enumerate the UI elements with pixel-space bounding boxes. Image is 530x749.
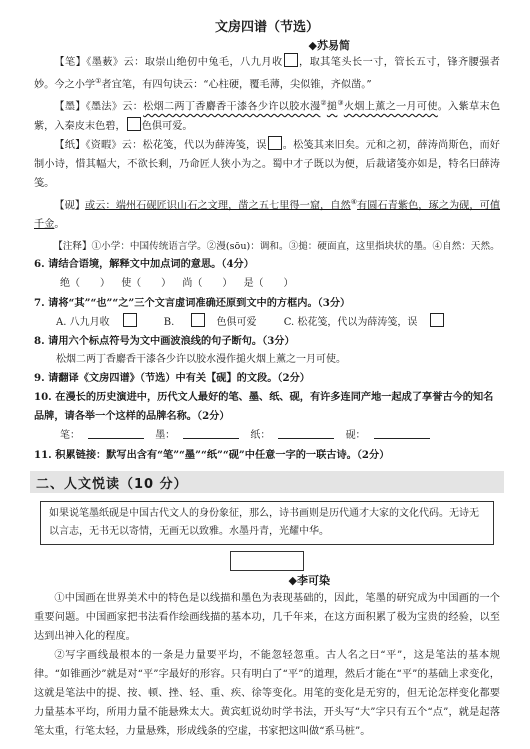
para-text: ，取其笔头长一寸，管长五寸，锋齐腰强者妙。今之小学: [34, 57, 500, 91]
wavy-sentence: 火烟上薰之一月可: [343, 101, 428, 113]
question-11: 11. 积累链接：默写出含有“笔”“墨”“纸”“砚”中任意一字的一联古诗。（2分）: [34, 449, 390, 462]
paragraph-brush: 【笔】《墨薮》云：取崇山绝仞中兔毛，八九月收 ，取其笔头长一寸，管长五寸，锋齐腰强者妙。今之小学①者宜笔，有四句诀云：“心柱硬，覆毛薄，尖似锥，齐似凿。”: [34, 53, 500, 94]
essay-paragraph-1: ①中国画在世界美术中的特色是以线描和墨色为表现基础的，因此，笔墨的研究成为中国画的一个重要问题。中国画家把书法看作绘画线描的基本功，几千年来，在这方面积累了极为宝贵的经验，以至达到出神入化的程度。: [34, 593, 500, 643]
para-text: 者宜笔，有四句诀云：“心柱硬，覆毛薄，尖似锥，齐似凿。”: [101, 79, 372, 91]
paragraph-paper: [34, 136, 500, 193]
question-6-items: [34, 274, 500, 294]
para-text: 【笔】《墨薮》云：取崇山绝仞中兔毛，八九月收: [54, 57, 283, 68]
question-7-options: [34, 313, 500, 332]
brush-answer-blank[interactable]: [88, 428, 144, 439]
wavy-sentence: 搥: [326, 101, 338, 113]
section-author: ◆李可染: [288, 574, 330, 588]
wavy-sentence: 使: [427, 101, 438, 113]
q7-option-a: A. 八九月收: [56, 317, 149, 328]
answer-box[interactable]: [123, 313, 137, 327]
question-7: 7. 请将“其”“也”“之”三个文言虚词准确还原到文中的方框内。（3分）: [34, 297, 351, 310]
answer-box[interactable]: [284, 53, 298, 67]
question-8-sentence: 松烟二两丁香麝香干漆各少许以胶水漫作搥火烟上薰之一月可使。: [56, 354, 346, 366]
paper-answer-blank[interactable]: [278, 428, 334, 439]
answer-box[interactable]: [430, 313, 444, 327]
answer-box[interactable]: [127, 117, 141, 131]
annotation-note: 【注释】①小学：中国传统语言学。②漫(sōu)：调和。③搥：硬面直，这里指块状的墨。④自然：天然。: [53, 241, 500, 253]
underlined-text: 有圆石青紫色，琢之为砚，可值千金: [34, 200, 501, 231]
q7-option-c: C. 松花笺，代以为薛涛笺，误: [284, 317, 457, 328]
question-6: 6. 请结合语境，解释文中加点词的意思。（4分）: [34, 258, 254, 271]
q6-item[interactable]: 尚（ ）: [182, 278, 233, 290]
wavy-sentence: 松烟二两丁香麝香干漆各少许以胶水漫: [143, 101, 321, 113]
para-text: 。入紫草末色紫，入秦皮末色碧，: [34, 101, 501, 132]
inkstone-answer-blank[interactable]: [374, 428, 430, 439]
question-10-blanks: [34, 426, 500, 446]
article-author: ◆苏易简: [308, 39, 350, 52]
para-text: 。: [54, 219, 65, 231]
answer-box[interactable]: [191, 313, 205, 327]
inkstone-label: 砚：: [345, 430, 366, 442]
question-8: 8. 请用六个标点符号为文中画波浪线的句子断句。（3分）: [34, 335, 295, 348]
answer-box[interactable]: [268, 136, 282, 150]
q7-option-b: B. 色俱可爱: [164, 317, 269, 328]
para-text: 色俱可爱。: [141, 120, 193, 132]
question-10: 10. 在漫长的历史演进中，历代文人最好的笔、墨、纸、砚，有许多连同产地一起成了享誉古今的知名品牌，请各举一个这样的品牌名称。（2分）: [34, 391, 494, 423]
question-9: 9. 请翻译《文房四谱》（节选）中有关【砚】的文段。（2分）: [34, 372, 310, 385]
paragraph-inkstone: 【砚】或云：端州石砚匠识山石之文理，凿之五七里得一窟，自然④有圆石青紫色，琢之为砚，可值千金。: [34, 197, 501, 231]
q6-item[interactable]: 是（ ）: [243, 278, 294, 290]
title-answer-box[interactable]: [230, 551, 304, 571]
para-text: 【纸】《资暇》云：松花笺，代以为薛涛笺，误: [54, 139, 267, 151]
paper-label: 纸：: [250, 430, 271, 442]
ink-label: 墨：: [155, 430, 176, 442]
underlined-text: 或云：端州石砚匠识山石之文理，凿之五七里得一窟，自然: [85, 200, 351, 212]
section-title: 二、人文悦读（10 分）: [36, 476, 188, 492]
ink-answer-blank[interactable]: [183, 428, 239, 439]
paragraph-ink: 【墨】《墨法》云：松烟二两丁香麝香干漆各少许以胶水漫②搥③火烟上薰之一月可使。入紫草末色紫，入秦皮末色碧， 色俱可爱。: [34, 99, 501, 132]
brush-label: 笔：: [60, 430, 80, 442]
q6-item[interactable]: 使（ ）: [121, 278, 172, 290]
intro-quote-box: 如果说笔墨纸砚是中国古代文人的身份象征，那么，诗书画则是历代通才大家的文化代码。无诗无以言志，无书无以寄情，无画无以致雅。水墨丹青，光耀中华。: [40, 501, 494, 545]
article-title: 文房四谱（节选）: [214, 20, 319, 35]
para-text: 【墨】《墨法》云：: [54, 101, 144, 113]
q6-item[interactable]: 绝（ ）: [60, 278, 110, 290]
essay-paragraph-2: ②写字画线最根本的一条是力量要平均，不能忽轻忽重。古人名之曰“平”，这是笔法的基本规律。“如锥画沙”就是对“平”字最好的形容。只有明白了“平”的道理，然后才能在“平”的基础上求变化，这就是笔法中的提、按、顿、挫、轻、重、疾、徐等变化。用笔的变化是无穷的，但无论怎样变化都要力量基本平均，所用力量不能悬殊太大。黄宾虹说幼时学书法，开头写“大”字只有五个“点”，就是起落笔太重，行笔太轻，力量悬殊，形成线条的空虚，书家把这叫做“系马桩”。: [34, 650, 500, 738]
section-header-bar: [30, 471, 504, 493]
para-text: 。松笺其来旧矣。元和之初，薛涛尚斯色，而好制小诗，惜其幅大，不欲长剩，乃命匠人狭小为之。蜀中才子既以为便，后裁诸笺亦如是，特名曰薛涛笺。: [34, 139, 500, 189]
para-text: 【砚】: [54, 200, 86, 212]
